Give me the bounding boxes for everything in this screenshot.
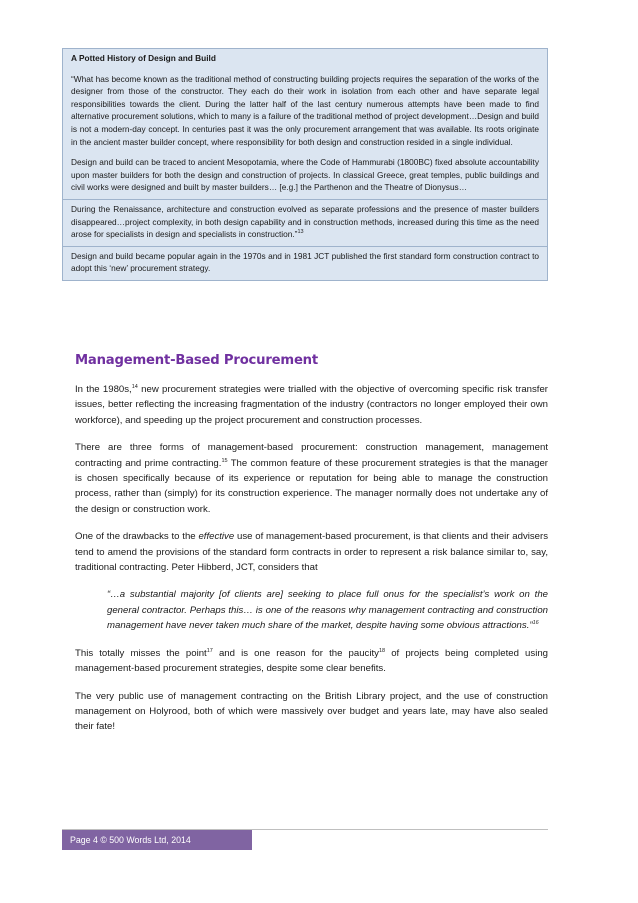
callout-paragraph: Design and build became popular again in the 1970s and in 1981 JCT published the first standard form construction contract to adopt this ‘new’ procurement strategy. — [71, 250, 539, 274]
footnote-ref: 16 — [532, 620, 539, 627]
footnote-ref: 17 — [206, 647, 213, 654]
text: and is one reason for the paucity — [212, 647, 379, 659]
callout-paragraph: “What has become known as the traditional method of constructing building projects requires the separation of the works of the designer from those of the constructor. They each do their work in isolation from each other and have separate legal responsibilities towards the client. During the latter half of the last century numerous attempts have been made to find alternative procurement solutions, which to many is a failure of the traditional method of project development…Design and build is not a modern-day concept. In centuries past it was the only procurement arrangement that was available. Its roots originate in the ancient master builder concept, where responsibility for both design and construction resided in a single individual. — [71, 73, 539, 147]
page-footer: Page 4 © 500 Words Ltd, 2014 — [62, 830, 252, 850]
callout-paragraph: Design and build can be traced to ancient Mesopotamia, where the Code of Hammurabi (1800BC) fixed absolute accountability upon master builders for both the design and construction of projects. In classical Greece, great temples, public buildings and civil works were designed and built by master builders… [e.g.] the Parthenon and the Theatre of Dionysus… — [71, 157, 539, 193]
text: use of management-based procurement, is that clients and their advisers tend to amend the provisions of the standard form contracts in order to represent a risk balance similar to, say, traditional contracting. Peter Hibberd, JCT, considers that — [75, 531, 548, 574]
callout-section-1 — [63, 49, 547, 199]
text: new procurement strategies were trialled with the objective of overcoming specific risk transfer issues, better reflecting the increasing fragmentation of the industry (contractors no longer employed their own workforce), and speeding up the project procurement and construction processes. — [75, 384, 549, 426]
quote-text: “…a substantial majority [of clients are] seeking to place full onus for the specialist’s work on the general contractor. Perhaps this… is one of the reasons why management contracting and construction management have never taken much share of the market, despite having some obvious attractions.” — [107, 589, 548, 632]
section-heading: Management-Based Procurement — [75, 353, 318, 368]
body-paragraph — [75, 646, 548, 677]
text: In the 1980s, — [75, 384, 132, 395]
callout-title: A Potted History of Design and Build — [71, 53, 216, 63]
footnote-ref: 18 — [378, 647, 386, 654]
text: of projects being completed using management-based procurement strategies, despite some clear benefits. — [75, 647, 548, 675]
text: The common feature of these procurement strategies is that the manager is chosen specifically because of its experience or reputation for being able to manage the construction process, rather than (simply) for its construction experience. The manager normally does not undertake any of the design or construction work. — [75, 457, 548, 515]
footnote-ref: 13 — [297, 229, 304, 236]
body-paragraph — [75, 382, 548, 428]
footnote-ref: 14 — [131, 383, 138, 390]
body-paragraph — [75, 440, 548, 517]
callout-paragraph — [71, 203, 539, 241]
callout-section-3 — [63, 246, 547, 280]
text: There are three forms of management-based procurement: construction management, management contracting and prime contracting. — [75, 442, 548, 469]
text: This totally misses the point — [75, 647, 207, 659]
main-content — [75, 353, 548, 747]
callout-text: During the Renaissance, architecture and construction evolved as separate professions and the presence of master builders disappeared…project complexity, in both design capability and in construction methods, increased during this time as the need arose for specialists in design and specialists in construction.” — [71, 203, 539, 240]
footnote-ref: 15 — [221, 457, 228, 464]
emphasis: effective — [198, 531, 235, 543]
history-callout-box — [62, 48, 548, 281]
body-paragraph: The very public use of management contracting on the British Library project, and the use of construction management on Holyrood, both of which were massively over budget and years late, may have also sealed their fate! — [75, 690, 548, 733]
callout-section-2 — [63, 199, 547, 246]
text: One of the drawbacks to the — [75, 531, 199, 543]
block-quote — [107, 587, 548, 633]
body-paragraph — [75, 529, 548, 575]
